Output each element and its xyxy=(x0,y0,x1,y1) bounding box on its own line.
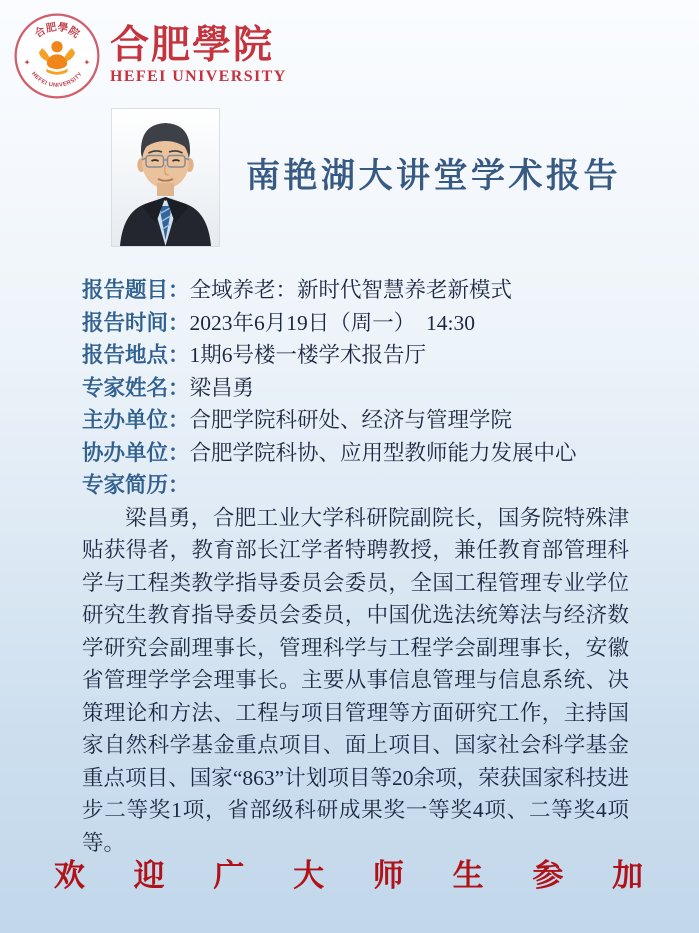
info-label: 主办单位： xyxy=(82,408,190,432)
info-value: 梁昌勇 xyxy=(189,375,255,400)
seal-bottom-text: HEFEI UNIVERSITY xyxy=(30,71,84,89)
info-value: 全域养老：新时代智慧养老新模式 xyxy=(189,278,513,302)
poster-title: 南艳湖大讲堂学术报告 xyxy=(246,158,621,195)
info-label: 报告题目： xyxy=(82,278,190,302)
info-value: 合肥学院科研处、经济与管理学院 xyxy=(189,408,513,432)
university-seal-icon xyxy=(13,12,101,100)
speaker-biography: 梁昌勇，合肥工业大学科研院副院长，国务院特殊津贴获得者，教育部长江学者特聘教授，兼任教育部管理科学与工程类教学指导委员会委员，全国工程管理专业学位研究生教育指导委员会委员，中国优选法统筹法与经济数学研究会副理事长，管理科学与工程学会副理事长，安徽省管理学学会理事长。主要从事信息管理与信息系统、决策理论和方法、工程与项目管理等方面研究工作，主持国家自然科学基金重点项目、面上项目、国家社会科学基金重点项目、国家“863”计划项目等20余项，荣获国家科技进步二等奖1项，省部级科研成果奖一等奖4项、二等奖4项等。 xyxy=(82,505,629,855)
info-label: 报告地点： xyxy=(82,343,190,367)
university-logo xyxy=(13,12,287,100)
welcome-line: 欢 迎 广 大 师 生 参 加 xyxy=(53,858,646,893)
info-value: 2023年6月19日（周一） 14:30 xyxy=(189,310,475,335)
info-row-location xyxy=(82,339,629,372)
info-label: 专家姓名： xyxy=(82,375,190,400)
info-label: 报告时间： xyxy=(82,310,190,335)
lecture-details xyxy=(82,274,629,859)
info-row-topic xyxy=(82,274,629,307)
seal-top-text: 合肥學院 xyxy=(33,22,81,41)
university-name xyxy=(110,23,287,87)
info-row-host xyxy=(82,404,629,437)
info-label: 专家简历： xyxy=(82,473,190,497)
info-row-bio-label xyxy=(82,469,629,502)
info-row-time xyxy=(82,307,629,340)
info-label: 协办单位： xyxy=(82,440,190,465)
info-row-speaker xyxy=(82,372,629,405)
info-value: 合肥学院科协、应用型教师能力发展中心 xyxy=(189,440,577,465)
info-row-cohost xyxy=(82,437,629,470)
university-name-cn: 合肥學院 xyxy=(110,23,275,67)
info-value: 1期6号楼一楼学术报告厅 xyxy=(189,343,427,367)
speaker-portrait-icon xyxy=(112,109,219,246)
university-name-en: HEFEI UNIVERSITY xyxy=(110,68,287,86)
speaker-photo xyxy=(112,109,219,246)
